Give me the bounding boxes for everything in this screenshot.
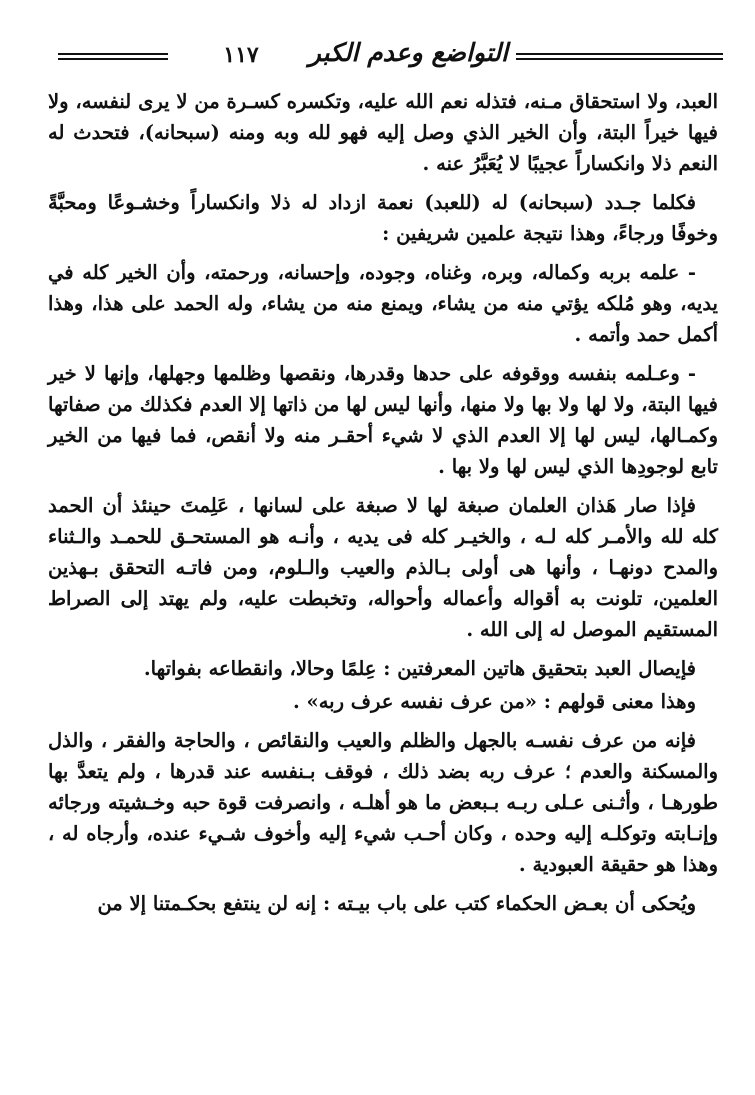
- paragraph: - علمه بربه وكماله، وبره، وغناه، وجوده، وإحسانه، ورحمته، وأن الخير كله في يديه، وهو مُلكه يؤتي منه من يشاء، ويمنع منه من يشاء، وله الحمد على هذا، وهذا أكمل حمد وأتمه .: [48, 261, 718, 346]
- header-rule-right: [516, 53, 723, 60]
- paragraph: فإيصال العبد بتحقيق هاتين المعرفتين : عِلمًا وحالا، وانقطاعه بفواتها.: [143, 657, 696, 680]
- paragraph: العبد، ولا استحقاق مـنه، فتذله نعم الله عليه، وتكسره كسـرة من لا يرى لنفسه، ولا فيها خيراً البتة، وأن الخير الذي وصل إليه فهو لله وبه ومنه (سبحانه)، فتحدث له النعم ذلا وانكساراً عجيبًا لا يُعَبَّرُ عنه .: [48, 90, 718, 175]
- page-number: ١١٧: [223, 42, 259, 68]
- paragraph: فكلما جـدد (سبحانه) له (للعبد) نعمة ازداد له ذلا وانكساراً وخشـوعًا ومحبَّةً وخوفًا ورجاءً، وهذا نتيجة علمين شريفين :: [48, 191, 718, 245]
- page-header: [58, 36, 723, 76]
- page-body: [48, 86, 718, 919]
- paragraph: ويُحكى أن بعـض الحكماء كتب على باب بيـته : إنه لن ينتفع بحكـمتنا إلا من: [97, 892, 696, 915]
- paragraph: - وعـلمه بنفسه ووقوفه على حدها وقدرها، ونقصها وظلمها وجهلها، وإنها لا خير فيها البتة، ولا لها ولا بها ولا منها، وأنها ليس لها من ذاتها إلا العدم فكذلك من صفاتها وكمـالها، ليس لها إلا العدم الذي لا شيء أحقـر منه ولا أنقص، فما فيها من الخير تابع لوجودِها الذي ليس لها ولا بها .: [48, 362, 718, 478]
- paragraph: فإنه من عرف نفسـه بالجهل والظلم والعيب والنقائص ، والحاجة والفقر ، والذل والمسكنة والعدم ؛ عرف ربه بضد ذلك ، فوقف بـنفسه عند قدرها ، ولم يتعدَّ بها طورهـا ، وأثـنى عـلى ربـه بـبعض ما هو أهلـه ، وانصرفت قوة حبه وخـشيته ورجائه وإنـابته وتوكلـه إليه وحده ، وكان أحـب شيء إليه وأخوف شـيء عنده، وأرجاه له ، وهذا هو حقيقة العبودية .: [48, 729, 718, 876]
- chapter-title: التواضع وعدم الكبر: [308, 38, 508, 67]
- paragraph: فإذا صار هَذان العلمان صبغة لها لا صبغة على لسانها ، عَلِمتَ حينئذ أن الحمد كله لله والأمـر كله لـه ، والخيـر كله فى يديه ، وأنـه هو المستحـق للحمـد والـثناء والمدح دونهـا ، وأنها هى أولى بـالذم والعيب والـلوم، ومن فاتـه التحقق بـهذين العلمين، تلونت به أقواله وأعماله وأحواله، وتخبطت عليه، ولم يهتد إلى الصراط المستقيم الموصل له إلى الله .: [48, 494, 718, 641]
- paragraph: وهذا معنى قولهم : «من عرف نفسه عرف ربه» .: [292, 690, 696, 713]
- header-rule-left: [58, 53, 168, 60]
